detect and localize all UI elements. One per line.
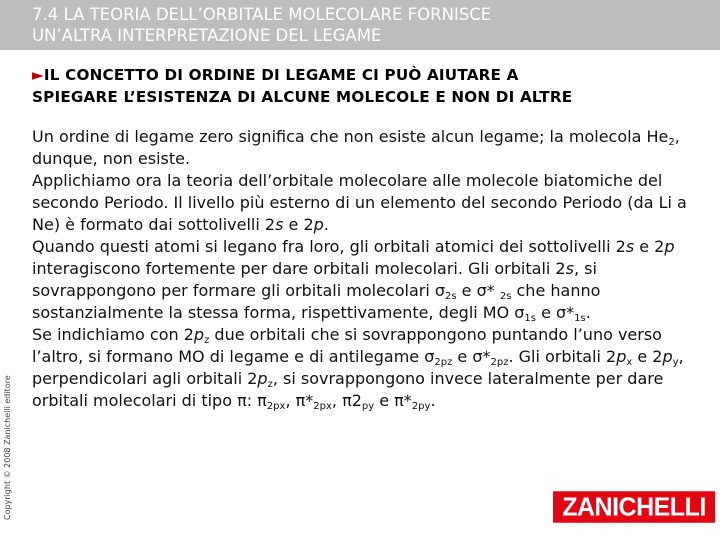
subtitle-line-1: IL CONCETTO DI ORDINE DI LEGAME CI PUÒ AIUTARE A xyxy=(43,66,519,84)
text: . Gli orbitali 2 xyxy=(508,347,617,366)
text: e π* xyxy=(374,391,412,410)
text: e 2 xyxy=(634,237,665,256)
subscript: 2py xyxy=(411,401,431,412)
text: , π* xyxy=(285,391,314,410)
subscript: 2px xyxy=(313,401,332,412)
page-title xyxy=(32,4,491,46)
subscript: 2s xyxy=(445,291,457,302)
text: interagiscono fortemente per dare orbitali molecolari. Gli orbitali 2 xyxy=(32,259,566,278)
paragraph-3 xyxy=(32,236,717,324)
text: e σ* xyxy=(452,347,491,366)
copyright-notice: Copyright © 2008 Zanichelli editore xyxy=(3,375,12,520)
italic-text: p xyxy=(616,347,627,366)
text: e σ* xyxy=(456,281,500,300)
arrow-icon: ► xyxy=(32,66,44,84)
section-number: 7.4 xyxy=(32,5,59,24)
subscript: 1s xyxy=(574,313,586,324)
italic-text: s xyxy=(275,215,284,234)
subscript: py xyxy=(361,401,375,412)
italic-text: s xyxy=(625,237,635,256)
text: , π2 xyxy=(331,391,362,410)
text: che hanno sostanzialmente la stessa forma, rispettivamente, degli MO σ xyxy=(32,281,601,322)
text: Applichiamo ora la teoria dell’orbitale molecolare alle molecole biatomiche del secondo Periodo. Il livello più esterno di un elemento del secondo Periodo (da Li a Ne) è formato dai sottolivelli 2 xyxy=(32,171,687,234)
text: e 2 xyxy=(632,347,663,366)
text: , dunque, non esiste. xyxy=(32,127,680,168)
subscript: x xyxy=(626,357,633,368)
text: , si sovrappongono per formare gli orbitali molecolari σ xyxy=(32,259,597,300)
subscript: z xyxy=(267,379,273,390)
italic-text: p xyxy=(257,369,268,388)
italic-text: p xyxy=(662,347,673,366)
text: due orbitali che si sovrappongono puntando l’uno verso l’altro, si formano MO di legame e di antilegame σ xyxy=(32,325,662,366)
text: , perpendicolari agli orbitali 2 xyxy=(32,347,684,388)
body-text xyxy=(32,126,717,412)
title-line-1: LA TEORIA DELL’ORBITALE MOLECOLARE FORNISCE xyxy=(63,5,492,24)
italic-text: p xyxy=(313,215,324,234)
subtitle-line-2: SPIEGARE L’ESISTENZA DI ALCUNE MOLECOLE E NON DI ALTRE xyxy=(32,88,573,106)
header-bar xyxy=(0,0,720,50)
subscript: 2px xyxy=(266,401,286,412)
subscript: y xyxy=(672,357,679,368)
subscript: z xyxy=(204,335,210,346)
text: Un ordine di legame zero significa che non esiste alcun legame; la molecola He xyxy=(32,127,669,146)
section-subtitle xyxy=(32,64,712,108)
title-line-2: UN’ALTRA INTERPRETAZIONE DEL LEGAME xyxy=(32,26,382,45)
italic-text: s xyxy=(565,259,574,278)
zanichelli-logo: ZANICHELLI xyxy=(553,491,715,523)
text: . xyxy=(323,215,329,234)
subscript: 2s xyxy=(499,291,512,302)
subscript: 2pz xyxy=(434,357,453,368)
text: Quando questi atomi si legano fra loro, gli orbitali atomici dei sottolivelli 2 xyxy=(32,237,626,256)
subscript: 1s xyxy=(524,313,536,324)
text: e σ* xyxy=(536,303,575,322)
italic-text: p xyxy=(193,325,205,344)
paragraph-4 xyxy=(32,324,717,412)
text: . xyxy=(585,303,591,322)
text: Se indichiamo con 2 xyxy=(32,325,194,344)
paragraph-1 xyxy=(32,126,717,170)
subscript: 2 xyxy=(668,137,675,148)
text: , si sovrappongono invece lateralmente per dare orbitali molecolari di tipo π: π xyxy=(32,369,664,410)
italic-text: p xyxy=(664,237,675,256)
text: e 2 xyxy=(283,215,314,234)
subscript: 2pz xyxy=(490,357,509,368)
paragraph-2 xyxy=(32,170,717,236)
text: . xyxy=(430,391,436,410)
